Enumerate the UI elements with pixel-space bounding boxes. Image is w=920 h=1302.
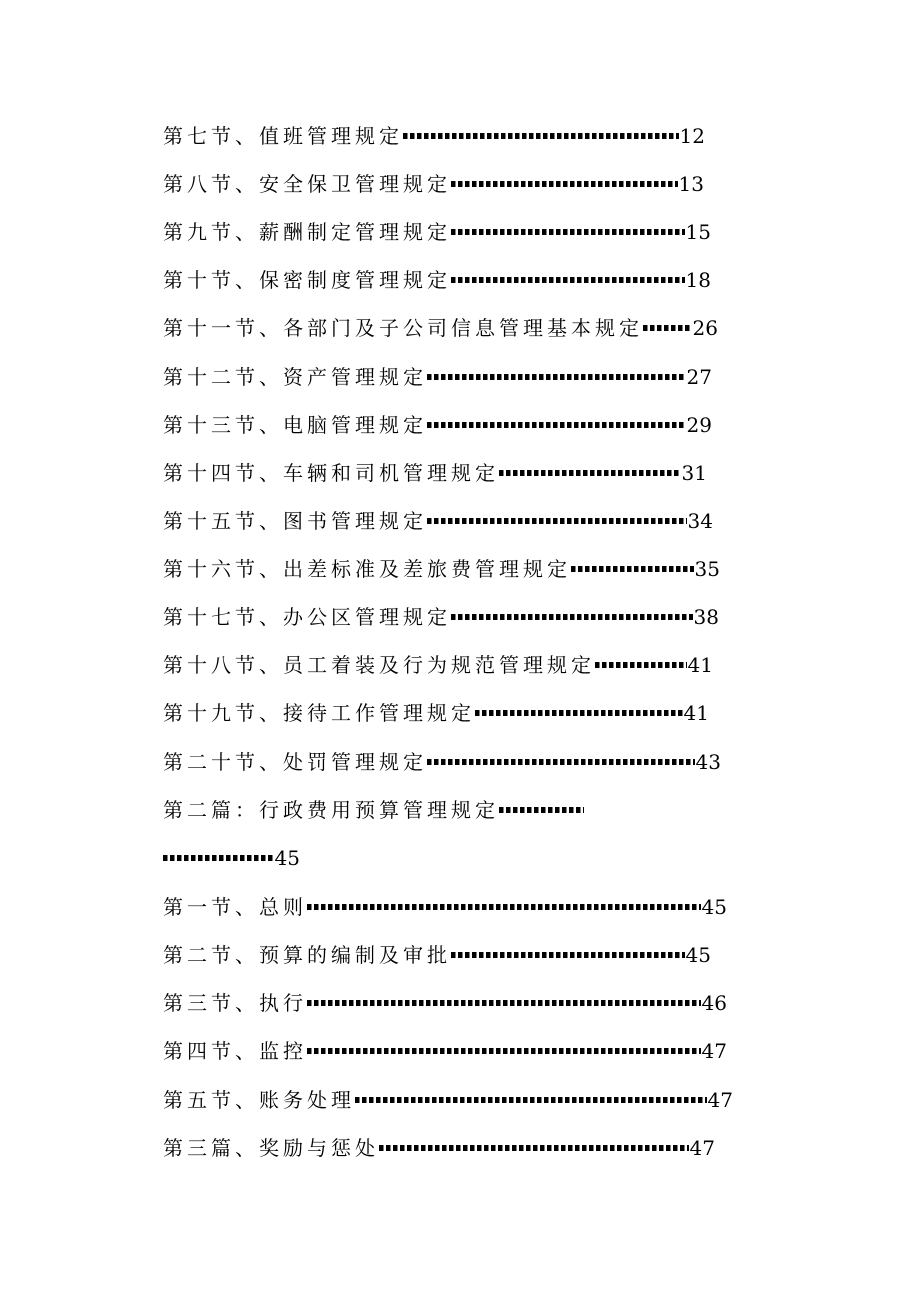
toc-entry-title: 第二节、预算的编制及审批 <box>163 943 451 967</box>
toc-entry-title: 第十五节、图书管理规定 <box>163 509 427 533</box>
toc-entry <box>163 602 719 632</box>
dot-leader <box>427 422 686 428</box>
toc-entry <box>163 265 711 295</box>
toc-entry-page: 13 <box>678 172 704 196</box>
toc-entry <box>163 747 721 777</box>
toc-entry-page: 41 <box>683 701 709 725</box>
toc-entry-page: 47 <box>701 1039 727 1063</box>
toc-entry-page: 45 <box>685 943 711 967</box>
toc-entry <box>163 410 712 440</box>
toc-entry-title: 第十七节、办公区管理规定 <box>163 605 451 629</box>
toc-entry <box>163 554 720 584</box>
dot-leader <box>451 277 685 283</box>
toc-entry-title: 第十二节、资产管理规定 <box>163 365 427 389</box>
toc-entry <box>163 1085 733 1115</box>
toc-entry <box>163 1133 715 1163</box>
toc-entry-page: 43 <box>695 750 721 774</box>
dot-leader <box>163 855 274 861</box>
toc-entry <box>163 843 300 873</box>
toc-entry <box>163 362 712 392</box>
dot-leader <box>451 614 693 620</box>
toc-entry-title: 第二十节、处罚管理规定 <box>163 750 427 774</box>
toc-entry-page: 29 <box>686 413 712 437</box>
dot-leader <box>499 470 681 476</box>
toc-entry-title: 第十一节、各部门及子公司信息管理基本规定 <box>163 316 643 340</box>
toc-entry-title: 第十八节、员工着装及行为规范管理规定 <box>163 653 595 677</box>
toc-entry-page: 12 <box>679 124 705 148</box>
dot-leader <box>403 133 679 139</box>
toc-entry-title: 第一节、总则 <box>163 895 307 919</box>
dot-leader <box>499 807 584 813</box>
toc-entry-title: 第四节、监控 <box>163 1039 307 1063</box>
dot-leader <box>451 229 685 235</box>
toc-entry-page: 47 <box>689 1136 715 1160</box>
toc-entry-page: 35 <box>694 557 720 581</box>
toc-entry-page: 27 <box>686 365 712 389</box>
toc-entry-title: 第二篇：行政费用预算管理规定 <box>163 798 499 822</box>
dot-leader <box>427 759 695 765</box>
toc-entry-page: 34 <box>687 509 713 533</box>
toc-entry <box>163 892 727 922</box>
toc-entry-title: 第十九节、接待工作管理规定 <box>163 701 475 725</box>
toc-entry-title: 第三节、执行 <box>163 991 307 1015</box>
toc-entry-page: 31 <box>681 461 707 485</box>
toc-entry <box>163 650 713 680</box>
toc-entry-title: 第十节、保密制度管理规定 <box>163 268 451 292</box>
toc-entry-page: 45 <box>701 895 727 919</box>
toc-entry-page: 41 <box>687 653 713 677</box>
toc-entry-page: 26 <box>692 316 718 340</box>
toc-entry <box>163 217 711 247</box>
toc-entry-page: 46 <box>701 991 727 1015</box>
toc-entry-title: 第十六节、出差标准及差旅费管理规定 <box>163 557 571 581</box>
dot-leader <box>451 181 678 187</box>
toc-entry-page: 38 <box>693 605 719 629</box>
toc-entry <box>163 121 705 151</box>
dot-leader <box>427 374 686 380</box>
toc-entry-page: 15 <box>685 220 711 244</box>
toc-entry <box>163 988 727 1018</box>
dot-leader <box>475 710 683 716</box>
toc-entry <box>163 458 707 488</box>
dot-leader <box>427 518 687 524</box>
toc-entry <box>163 169 704 199</box>
toc-entry <box>163 795 585 825</box>
toc-entry-title: 第九节、薪酬制定管理规定 <box>163 220 451 244</box>
dot-leader <box>307 904 701 910</box>
toc-entry-page: 47 <box>707 1088 733 1112</box>
dot-leader <box>355 1097 707 1103</box>
toc-entry-title: 第十四节、车辆和司机管理规定 <box>163 461 499 485</box>
toc-entry <box>163 506 713 536</box>
dot-leader <box>571 566 694 572</box>
toc-entry-title: 第三篇、奖励与惩处 <box>163 1136 379 1160</box>
toc-entry-title: 第八节、安全保卫管理规定 <box>163 172 451 196</box>
toc-entry <box>163 313 718 343</box>
dot-leader <box>451 952 685 958</box>
dot-leader <box>643 325 692 331</box>
dot-leader <box>379 1145 689 1151</box>
dot-leader <box>595 662 687 668</box>
toc-entry-title: 第七节、值班管理规定 <box>163 124 403 148</box>
toc-entry-title: 第五节、账务处理 <box>163 1088 355 1112</box>
toc-entry <box>163 1036 727 1066</box>
toc-entry-title: 第十三节、电脑管理规定 <box>163 413 427 437</box>
toc-entry-page: 45 <box>274 846 300 870</box>
toc-entry <box>163 940 711 970</box>
toc-entry-page: 18 <box>685 268 711 292</box>
toc-entry <box>163 698 709 728</box>
dot-leader <box>307 1000 701 1006</box>
dot-leader <box>307 1048 701 1054</box>
